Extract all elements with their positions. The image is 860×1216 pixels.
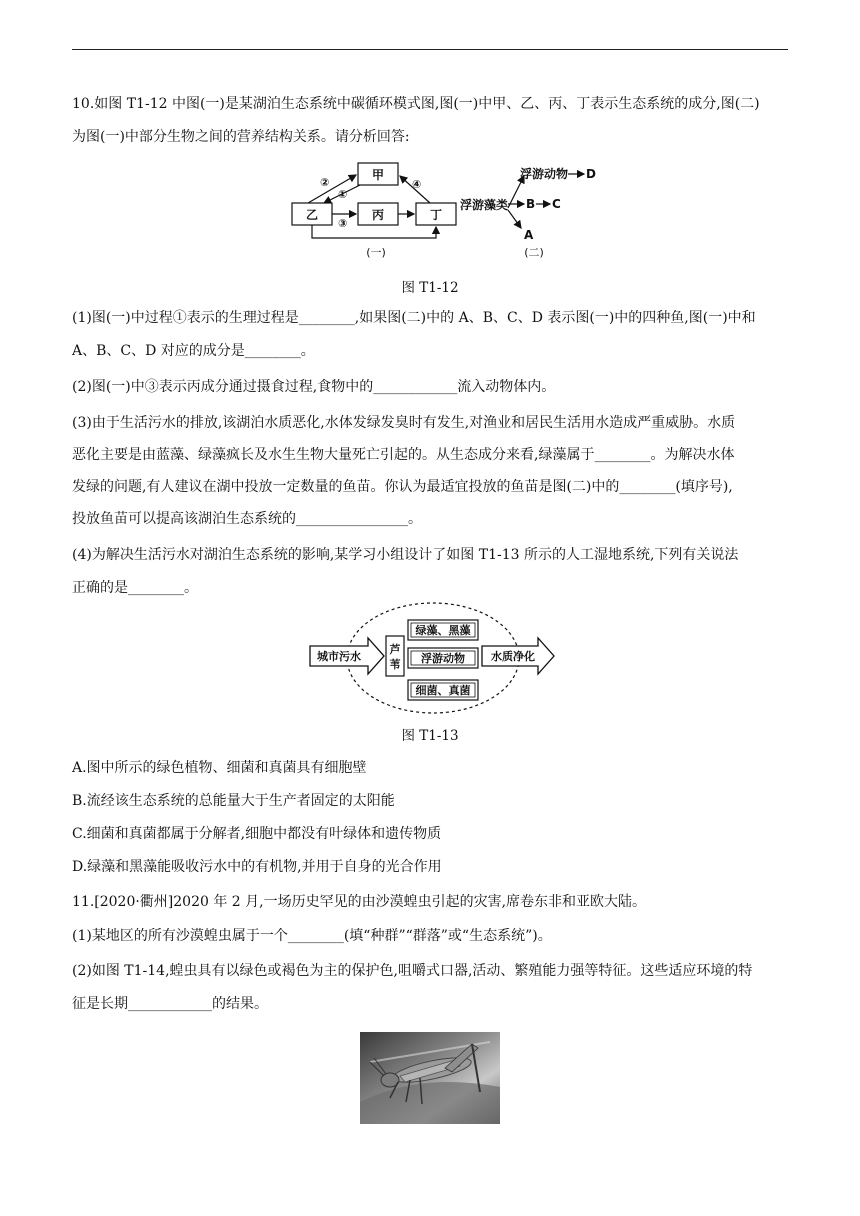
q10-sub4-line1: (4)为解决生活污水对湖泊生态系统的影响,某学习小组设计了如图 T1-13 所示的人工湿地系统,下列有关说法: [72, 547, 739, 563]
q10-sub1-line2: A、B、C、D 对应的成分是________。: [72, 343, 315, 359]
q10-sub3-line2: 恶化主要是由蓝藻、绿藻疯长及水生生物大量死亡引起的。从生态成分来看,绿藻属于________。为解决水体: [72, 447, 735, 463]
q10-sub3-line3: 发绿的问题,有人建议在湖中投放一定数量的鱼苗。你认为最适宜投放的鱼苗是图(二)中的________(填序号),: [72, 479, 733, 495]
label-b: B: [526, 197, 536, 211]
label-bing: 丙: [371, 208, 385, 222]
label-city-sewage: 城市污水: [317, 650, 361, 663]
option-a: A.图中所示的绿色植物、细菌和真菌具有细胞壁: [72, 760, 367, 776]
q10-intro-line1: 10.如图 T1-12 中图(一)是某湖泊生态系统中碳循环模式图,图(一)中甲、乙、丙、丁表示生态系统的成分,图(二): [72, 96, 760, 112]
q11-sub2-line1: (2)如图 T1-14,蝗虫具有以绿色或褐色为主的保护色,咀嚼式口器,活动、繁殖能力强等特征。这些适应环境的特: [72, 963, 753, 979]
q10-sub3-line4: 投放鱼苗可以提高该湖泊生态系统的________________。: [72, 511, 422, 527]
label-reed-1: 芦: [389, 643, 401, 656]
q10-sub4-line2: 正确的是________。: [72, 580, 198, 596]
header-rule: [72, 49, 788, 50]
option-d: D.绿藻和黑藻能吸收污水中的有机物,并用于自身的光合作用: [72, 859, 442, 875]
figure-t1-12-caption: 图 T1-12: [401, 280, 459, 296]
label-bacteria-fungi: 细菌、真菌: [415, 684, 471, 697]
q10-sub2: (2)图(一)中③表示丙成分通过摄食过程,食物中的____________流入动物体内。: [72, 379, 556, 395]
num-2: ②: [320, 176, 330, 189]
arrow-yi-ding: [312, 225, 436, 238]
q10-sub3-line1: (3)由于生活污水的排放,该湖泊水质恶化,水体发绿发臭时有发生,对渔业和居民生活用水造成严重威胁。水质: [72, 415, 736, 431]
option-c: C.细菌和真菌都属于分解者,细胞中都没有叶绿体和遗传物质: [72, 826, 442, 842]
q11-intro: 11.[2020·衢州]2020 年 2 月,一场历史罕见的由沙漠蝗虫引起的灾害,席卷东非和亚欧大陆。: [72, 894, 647, 910]
q11-sub2-line2: 征是长期____________的结果。: [72, 996, 268, 1012]
label-d: D: [586, 167, 596, 181]
label-algae: 绿藻、黑藻: [415, 624, 471, 637]
label-zooplankton-13: 浮游动物: [421, 652, 465, 665]
option-b: B.流经该生态系统的总能量大于生产者固定的太阳能: [72, 793, 395, 809]
label-c: C: [552, 197, 561, 211]
label-jia: 甲: [371, 168, 385, 182]
figure-t1-13-caption: 图 T1-13: [401, 728, 459, 744]
locust-photo: [360, 1032, 500, 1124]
num-3: ③: [338, 217, 348, 230]
label-ding: 丁: [429, 208, 443, 222]
label-reed-2: 苇: [389, 658, 401, 671]
figure-t1-12: [280, 158, 610, 262]
label-zooplankton: 浮游动物: [520, 167, 569, 181]
label-water-purified: 水质净化: [491, 650, 535, 663]
num-4: ④: [412, 178, 422, 191]
label-a: A: [524, 228, 534, 242]
num-1: ①: [338, 188, 348, 201]
figure-t1-13: [306, 600, 556, 720]
label-part1: (一): [366, 246, 386, 259]
q10-sub1-line1: (1)图(一)中过程①表示的生理过程是________,如果图(二)中的 A、B、C、D 表示图(一)中的四种鱼,图(一)中和: [72, 310, 756, 326]
q10-intro-line2: 为图(一)中部分生物之间的营养结构关系。请分析回答:: [72, 129, 410, 145]
label-plankton-algae: 浮游藻类: [460, 198, 509, 212]
label-yi: 乙: [305, 208, 319, 222]
label-part2: (二): [524, 246, 544, 259]
q11-sub1: (1)某地区的所有沙漠蝗虫属于一个________(填“种群”“群落”或“生态系统”)。: [72, 928, 552, 944]
